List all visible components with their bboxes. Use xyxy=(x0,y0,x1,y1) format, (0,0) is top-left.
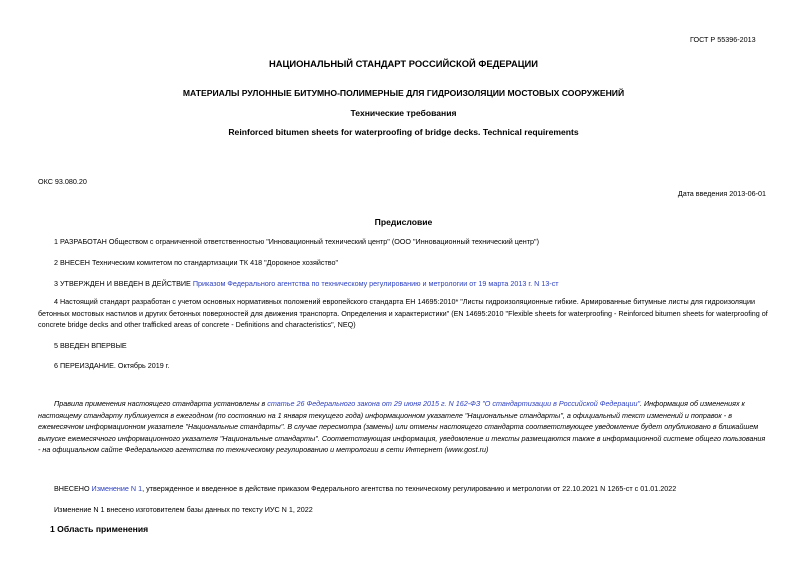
rules-of-application xyxy=(38,398,769,456)
document-title-english: Reinforced bitumen sheets for waterproofing of bridge decks. Technical requirements xyxy=(228,127,579,137)
amendment-text-start: ВНЕСЕНО xyxy=(54,484,92,493)
document-subtitle: Технические требования xyxy=(350,108,457,118)
rules-text-end: . Информация об изменениях к настоящему стандарту публикуется в ежегодном (по состоянию на 1 января текущего года) информационном указателе "Национальные стандарты", а официальный текст изменений и поправок - в ежемесячном информационном указателе "Национальные стандарты". В случае пересмотра (замены) или отмены настоящего стандарта соответствующее уведомление будет опубликовано в ближайшем выпуске ежемесячного информационного указателя "Национальные стандарты". Соответствующая информация, уведомление и тексты размещаются также в информационной системе общего пользования - на официальном сайте Федерального агентства по техническому регулированию и метрологии в сети Интернет (www.gost.ru) xyxy=(38,399,766,455)
foreword-item-1: 1 РАЗРАБОТАН Обществом с ограниченной ответственностью "Инновационный технический центр" (ООО "Инновационный технический центр") xyxy=(54,237,539,246)
document-title: МАТЕРИАЛЫ РУЛОННЫЕ БИТУМНО-ПОЛИМЕРНЫЕ ДЛЯ ГИДРОИЗОЛЯЦИИ МОСТОВЫХ СООРУЖЕНИЙ xyxy=(182,88,625,98)
foreword-item-6: 6 ПЕРЕИЗДАНИЕ. Октябрь 2019 г. xyxy=(54,361,170,370)
amendment-link[interactable]: Изменение N 1 xyxy=(91,484,143,493)
foreword-item-3 xyxy=(54,279,559,288)
document-code: ГОСТ Р 55396-2013 xyxy=(690,35,756,44)
amendment-text-end: , утвержденное и введенное в действие приказом Федерального агентства по техническому регулированию и метрологии от 22.10.2021 N 1265-ст с 01.01.2022 xyxy=(142,484,677,493)
amendment-note xyxy=(54,484,676,493)
rules-text-start: Правила применения настоящего стандарта установлены в xyxy=(54,399,268,408)
foreword-heading: Предисловие xyxy=(374,217,433,227)
federal-law-link[interactable]: статье 26 Федерального закона от 29 июня 2015 г. N 162-ФЗ "О стандартизации в Российской Федерации" xyxy=(267,399,641,408)
order-link[interactable]: Приказом Федерального агентства по техническому регулированию и метрологии от 19 марта 2013 г. N 13-ст xyxy=(192,279,559,288)
oks-code: ОКС 93.080.20 xyxy=(38,177,87,186)
foreword-item-2: 2 ВНЕСЕН Техническим комитетом по стандартизации ТК 418 "Дорожное хозяйство" xyxy=(54,258,339,267)
standard-heading: НАЦИОНАЛЬНЫЙ СТАНДАРТ РОССИЙСКОЙ ФЕДЕРАЦИИ xyxy=(268,58,539,69)
foreword-item-4 xyxy=(38,296,769,331)
foreword-item-4-text: 4 Настоящий стандарт разработан с учетом основных нормативных положений европейского стандарта ЕН 14695:2010* "Листы гидроизоляционные гибкие. Армированные битумные листы для гидроизоляции бетонных мостовых настилов и других бетонных поверхностей для движения транспорта. Определения и характеристики" (EN 14695:2010 "Flexible sheets for waterproofing - Reinforced bitumen sheets for waterproofing of concrete bridge decks and other trafficked areas of concrete - Definitions and characteristics", NEQ) xyxy=(38,297,768,330)
foreword-item-3-text: 3 УТВЕРЖДЕН И ВВЕДЕН В ДЕЙСТВИЕ xyxy=(54,279,193,288)
amendment-source-note: Изменение N 1 внесено изготовителем базы данных по тексту ИУС N 1, 2022 xyxy=(54,505,313,514)
section-1-heading: 1 Область применения xyxy=(50,524,149,534)
foreword-item-5: 5 ВВЕДЕН ВПЕРВЫЕ xyxy=(54,341,127,350)
introduction-date: Дата введения 2013-06-01 xyxy=(677,189,766,198)
